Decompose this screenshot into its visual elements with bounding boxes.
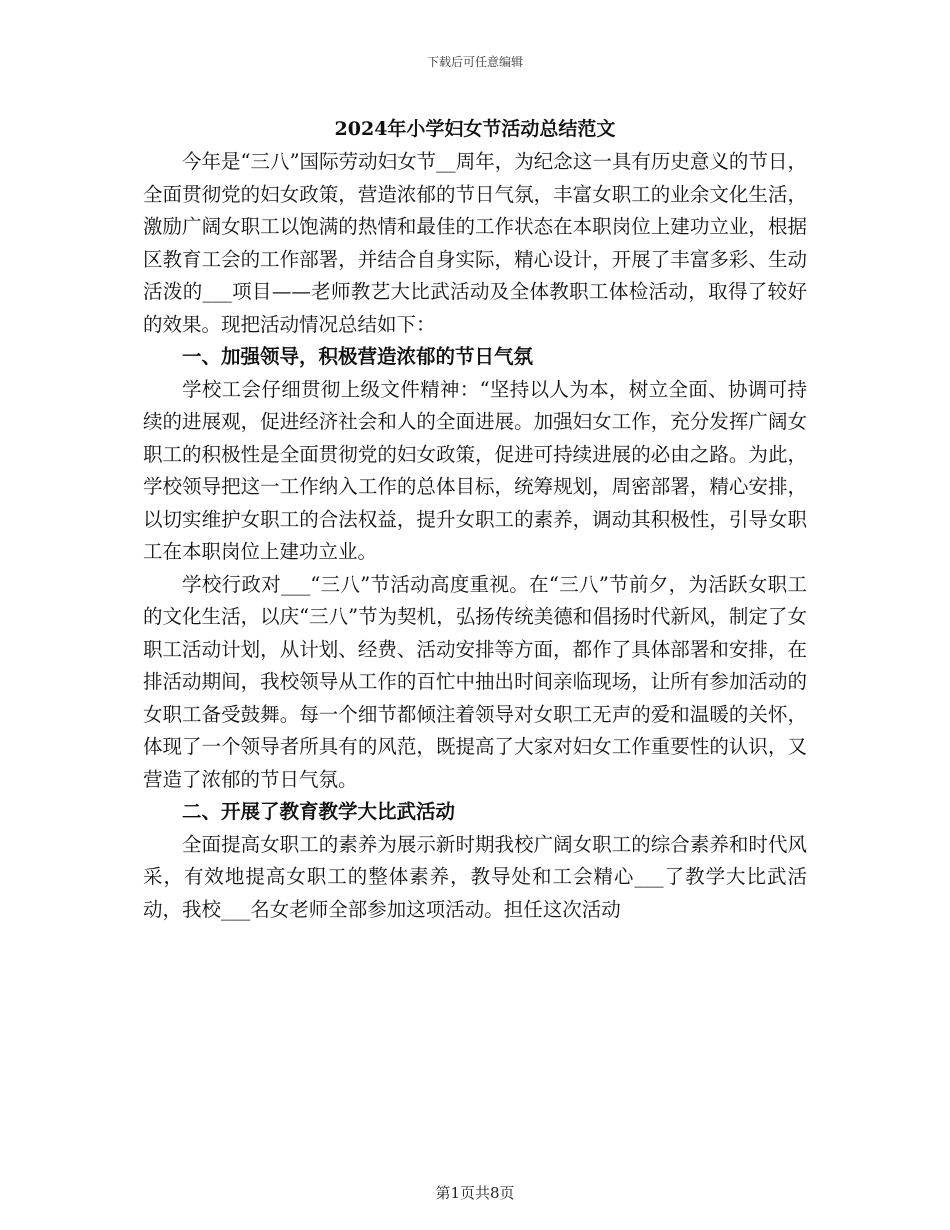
intro-paragraph: 今年是“三八”国际劳动妇女节__周年，为纪念这一具有历史意义的节日，全面贯彻党的妇女政策，营造浓郁的节日气氛，丰富女职工的业余文化生活，激励广阔女职工以饱满的热情和最佳的工作状态在本职岗位上建功立业，根据区教育工会的工作部署，并结合自身实际，精心设计，开展了丰富多彩、生动活泼的___项目——老师教艺大比武活动及全体教职工体检活动，取得了较好的效果。现把活动情况总结如下：: [143, 150, 807, 336]
section-heading-2: 二、开展了教育教学大比武活动: [182, 800, 456, 823]
section1-paragraph-2: 学校行政对___“三八”节活动高度重视。在“三八”节前夕，为活跃女职工的文化生活，以庆“三八”节为契机，弘扬传统美德和倡扬时代新风，制定了女职工活动计划，从计划、经费、活动安排等方面，都作了具体部署和安排，在排活动期间，我校领导从工作的百忙中抽出时间亲临现场，让所有参加活动的女职工备受鼓舞。每一个细节都倾注着领导对女职工无声的爱和温暖的关怀，体现了一个领导者所具有的风范，既提高了大家对妇女工作重要性的认识，又营造了浓郁的节日气氛。: [143, 572, 807, 791]
document-body: [143, 112, 807, 926]
page-number: 第1页共8页: [435, 1184, 515, 1202]
section1-paragraph-1: 学校工会仔细贯彻上级文件精神：“坚持以人为本，树立全面、协调可持续的进展观，促进经济社会和人的全面进展。加强妇女工作，充分发挥广阔女职工的积极性是全面贯彻党的妇女政策，促进可持续进展的必由之路。为此，学校领导把这一工作纳入工作的总体目标，统筹规划，周密部署，精心安排，以切实维护女职工的合法权益，提升女职工的素养，调动其积极性，引导女职工在本职岗位上建功立业。: [143, 377, 807, 563]
section2-paragraph-1: 全面提高女职工的素养为展示新时期我校广阔女职工的综合素养和时代风采，有效地提高女职工的整体素养，教导处和工会精心___了教学大比武活动，我校___名女老师全部参加这项活动。担任这次活动: [143, 832, 807, 921]
document-title: 2024年小学妇女节活动总结范文: [334, 118, 616, 140]
section-heading-1: 一、加强领导，积极营造浓郁的节日气氛: [182, 345, 534, 368]
page-header-note: 下载后可任意编辑: [426, 55, 523, 69]
